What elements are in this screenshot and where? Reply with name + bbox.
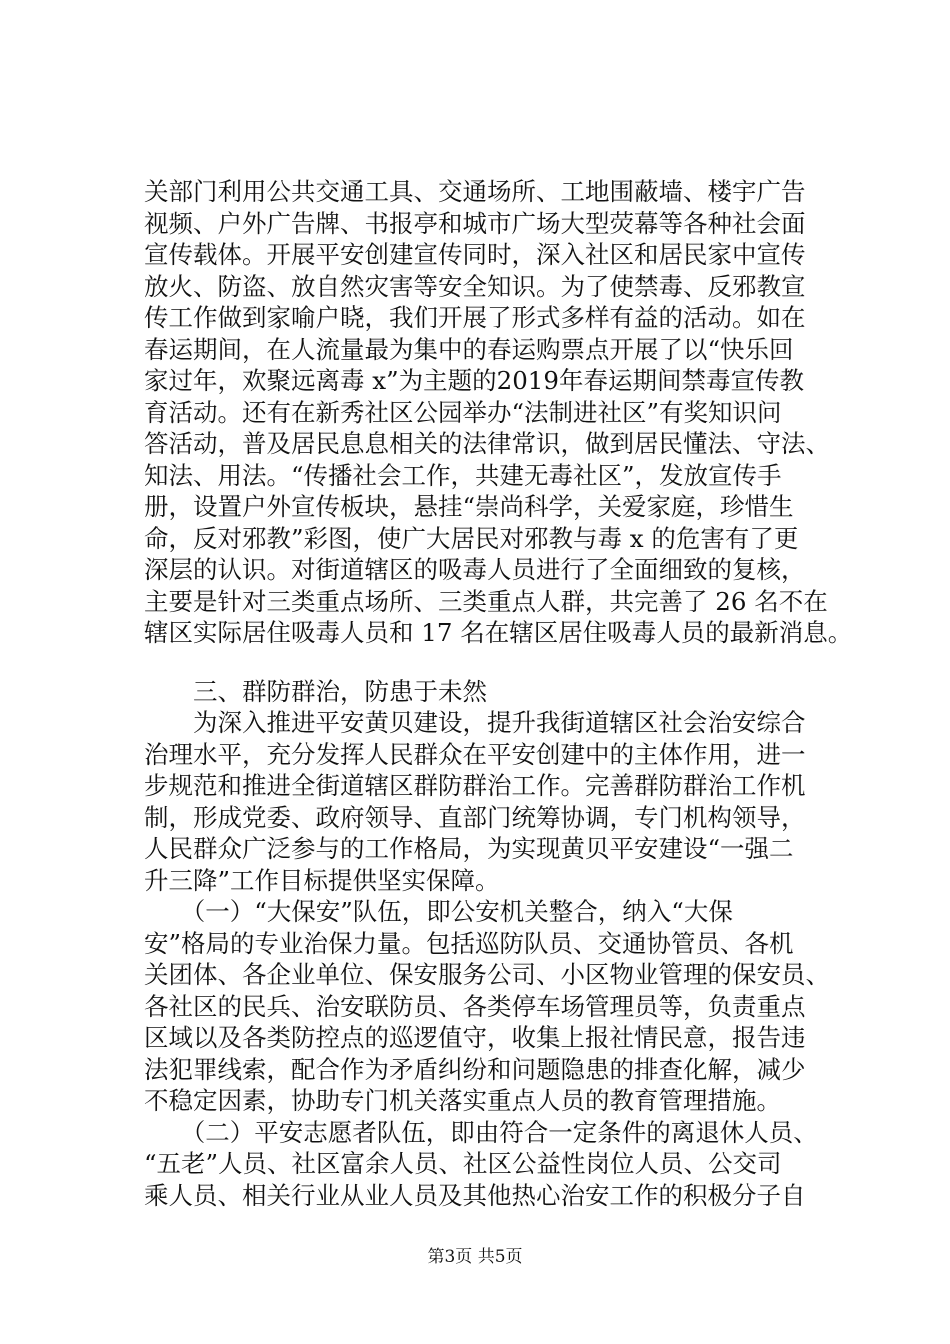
text-line: 育活动。还有在新秀社区公园举办“法制进社区”有奖知识问 [144,397,782,427]
text-line: 辖区实际居住吸毒人员和 17 名在辖区居住吸毒人员的最新消息。 [144,618,853,647]
text-line: “五老”人员、社区富余人员、社区公益性岗位人员、公交司 [144,1149,782,1178]
text-line: 乘人员、相关行业从业人员及其他热心治安工作的积极分子自 [144,1180,806,1210]
text-line: 深层的认识。对街道辖区的吸毒人员进行了全面细致的复核， [144,555,806,584]
text-line: 春运期间，在人流量最为集中的春运购票点开展了以“快乐回 [144,334,794,364]
page-footer: 第3页 共5页 [427,1247,523,1267]
text-line: 关部门利用公共交通工具、交通场所、工地围蔽墙、楼宇广告 [144,177,806,206]
text-line: 升三降”工作目标提供坚实保障。 [144,865,500,895]
text-line: 答活动，普及居民息息相关的法律常识，做到居民懂法、守法、 [144,429,830,458]
text-line: 为深入推进平安黄贝建设，提升我街道辖区社会治安综合 [144,708,806,737]
text-line: 家过年，欢聚远离毒 x”为主题的2019年春运期间禁毒宣传教 [144,366,804,395]
text-line: 法犯罪线索，配合作为矛盾纠纷和问题隐患的排查化解，减少 [144,1054,806,1084]
text-line: 步规范和推进全街道辖区群防群治工作。完善群防群治工作机 [144,771,806,800]
text-line: （一）“大保安”队伍，即公安机关整合，纳入“大保 [144,897,733,926]
text-line: 三、群防群治，防患于未然 [144,676,487,706]
text-line: 放火、防盗、放自然灾害等安全知识。为了使禁毒、反邪教宣 [144,271,806,301]
text-line: 宣传载体。开展平安创建宣传同时，深入社区和居民家中宣传 [144,240,806,269]
text-line: （二）平安志愿者队伍，即由符合一定条件的离退休人员、 [144,1117,818,1147]
text-line: 主要是针对三类重点场所、三类重点人群，共完善了 26 名不在 [144,586,828,616]
text-line: 人民群众广泛参与的工作格局，为实现黄贝平安建设“一强二 [144,834,794,863]
text-line: 治理水平，充分发挥人民群众在平安创建中的主体作用，进一 [144,739,806,769]
text-line: 知法、用法。“传播社会工作，共建无毒社区”，发放宣传手 [144,460,782,490]
text-line: 关团体、各企业单位、保安服务公司、小区物业管理的保安员、 [144,960,830,989]
text-line: 制，形成党委、政府领导、直部门统筹协调，专门机构领导， [144,802,806,832]
text-line: 安”格局的专业治保力量。包括巡防队员、交通协管员、各机 [144,928,794,958]
text-line: 区域以及各类防控点的巡逻值守，收集上报社情民意，报告违 [144,1023,806,1052]
paragraph-spacer [144,649,844,676]
text-line: 册，设置户外宣传板块，悬挂“崇尚科学，关爱家庭，珍惜生 [144,492,794,521]
text-line: 视频、户外广告牌、书报亭和城市广场大型荧幕等各种社会面 [144,208,806,238]
text-line: 各社区的民兵、治安联防员、各类停车场管理员等，负责重点 [144,991,806,1021]
document-body [144,176,853,1211]
text-line: 传工作做到家喻户晓，我们开展了形式多样有益的活动。如在 [144,303,806,332]
text-line: 不稳定因素，协助专门机关落实重点人员的教育管理措施。 [144,1086,781,1115]
text-line: 命，反对邪教”彩图，使广大居民对邪教与毒 x 的危害有了更 [144,523,799,553]
